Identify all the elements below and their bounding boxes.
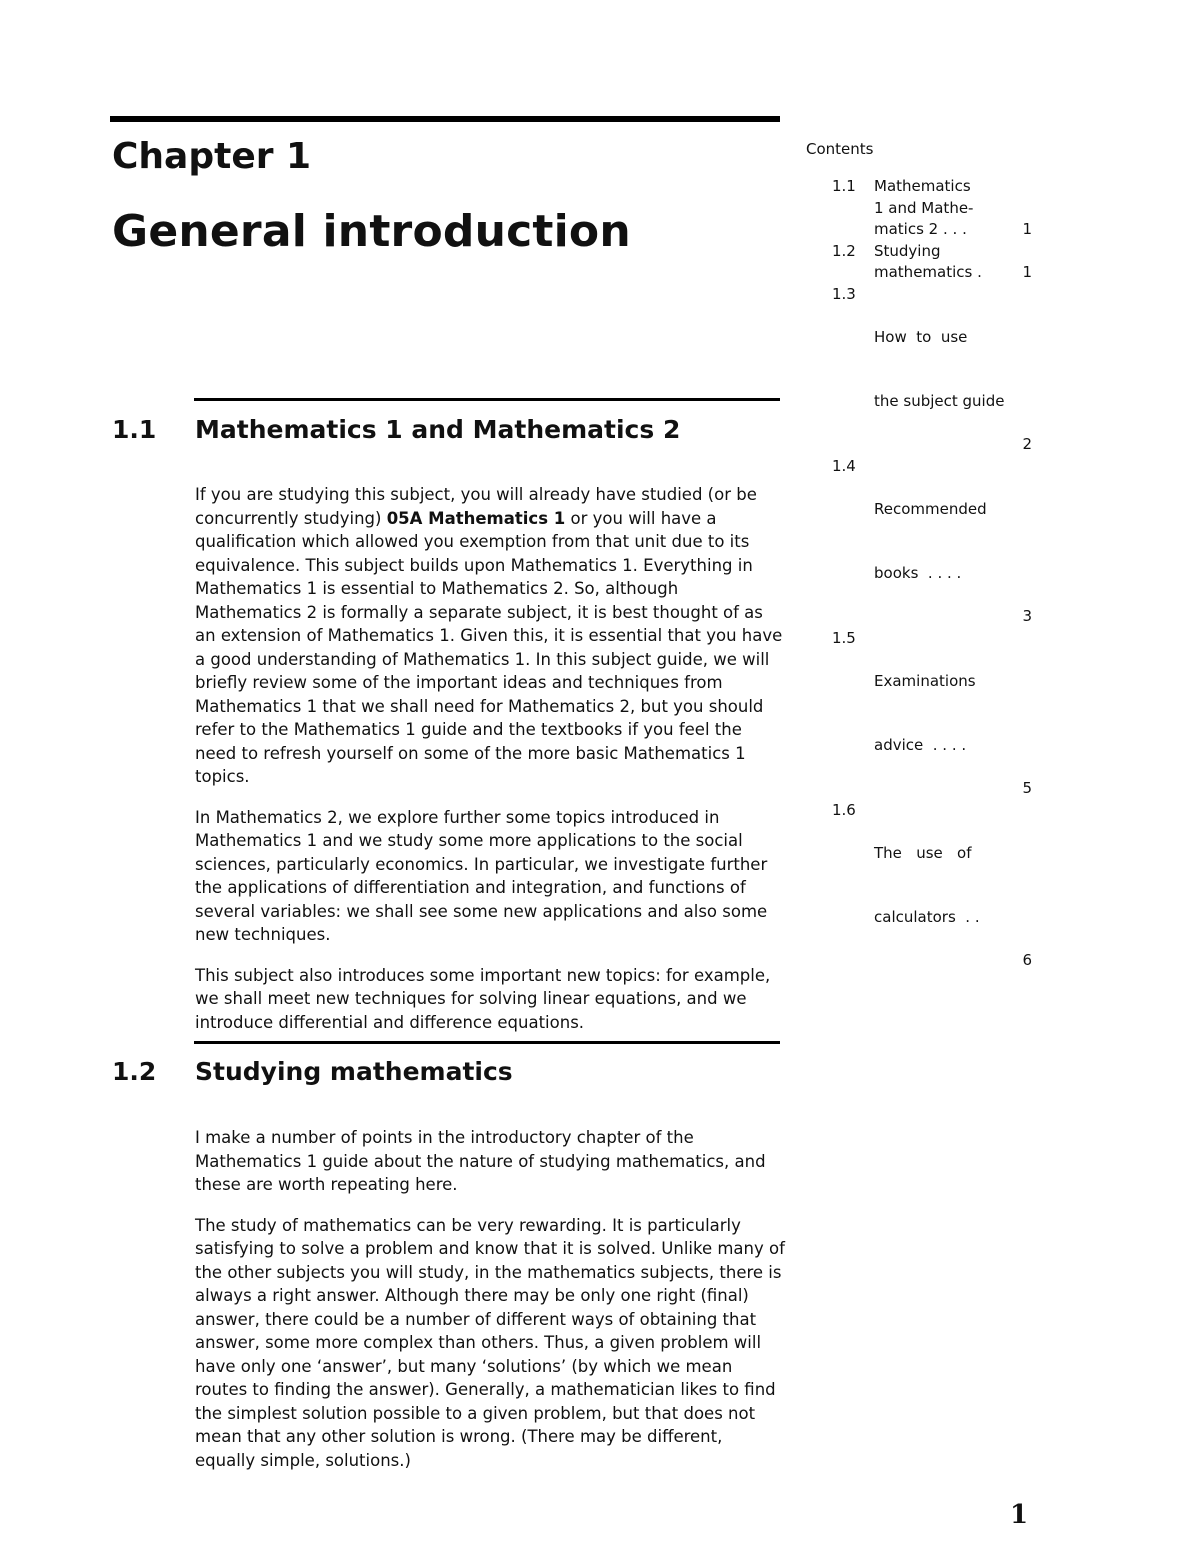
paragraph: This subject also introduces some important new topics: for example, we shall meet new techniques for solving linear equations, and we introduce differential and difference equations.: [195, 965, 771, 1032]
paragraph: The study of mathematics can be very rewarding. It is particularly satisfying to solve a problem and know that it is solved. Unlike many of the other subjects you will study, in the mathematics subjects, there is always a right answer. Although there may be only one right (final) answer, there could be a number of different ways of obtaining that answer, some more complex than others. Thus, a given problem will have only one ‘answer’, but many ‘solutions’ (by which we mean routes to finding the answer). Generally, a mathematician likes to find the simplest solution possible to a given problem, but that does not mean that any other solution is wrong. (There may be different, equally simple, solutions.): [195, 1215, 785, 1470]
section-1-1-body: [195, 483, 785, 1051]
toc-entry-title: The use of calculators . .: [874, 843, 980, 926]
page-number: 1: [1010, 1500, 1029, 1530]
toc-entry-1-6[interactable]: [832, 800, 1032, 972]
section-title: Mathematics 1 and Mathematics 2: [195, 415, 681, 444]
toc-entry-page: 2: [1022, 435, 1032, 453]
chapter-title: General introduction: [112, 206, 631, 257]
toc-entry-number: 1.5: [832, 628, 856, 647]
toc-entry-title: How to use the subject guide: [874, 327, 1005, 410]
toc-entry-1-1[interactable]: [832, 176, 1032, 241]
section-number: 1.2: [112, 1057, 157, 1086]
paragraph: I make a number of points in the introductory chapter of the Mathematics 1 guide about the nature of studying mathematics, and these are worth repeating here.: [195, 1128, 766, 1194]
toc-entry-number: 1.4: [832, 456, 856, 475]
toc-heading: Contents: [806, 140, 874, 158]
toc-entry-page: 3: [1022, 607, 1032, 625]
toc-entry-1-5[interactable]: [832, 628, 1032, 800]
toc-entry-number: 1.3: [832, 284, 856, 303]
section-rule: [194, 398, 780, 401]
chapter-top-rule: [110, 116, 780, 122]
section-title: Studying mathematics: [195, 1057, 513, 1086]
paragraph: If you are studying this subject, you will already have studied (or be concurrently studying) 05A Mathematics 1 or you will have a qualification which allowed you exemption from that unit due to its equivalence. This subject builds upon Mathematics 1. Everything in Mathematics 1 is essential to Mathematics 2. So, although Mathematics 2 is formally a separate subject, it is best thought of as an extension of Mathematics 1. Given this, it is essential that you have a good understanding of Mathematics 1. In this subject guide, we will briefly review some of the important ideas and techniques from Mathematics 1 that we shall need for Mathematics 2, but you should refer to the Mathematics 1 guide and the textbooks if you feel the need to refresh yourself on some of the more basic Mathematics 1 topics.: [195, 485, 783, 786]
toc-entry-number: 1.6: [832, 800, 856, 819]
toc-entry-title: Mathematics 1 and Mathe- matics 2 . . .: [874, 177, 974, 238]
table-of-contents: [832, 176, 1032, 972]
section-1-2-body: [195, 1126, 785, 1489]
toc-entry-page: 6: [1022, 951, 1032, 969]
toc-entry-1-2[interactable]: [832, 241, 1032, 284]
toc-entry-page: 1: [1022, 263, 1032, 281]
section-number: 1.1: [112, 415, 157, 444]
toc-entry-number: 1.2: [832, 241, 856, 260]
chapter-label: Chapter 1: [112, 136, 312, 177]
bold-course-name: 05A Mathematics 1: [386, 508, 566, 528]
toc-entry-page: 5: [1022, 779, 1032, 797]
toc-entry-title: Studying mathematics .: [874, 241, 982, 281]
toc-entry-1-4[interactable]: [832, 456, 1032, 628]
toc-entry-title: Examinations advice . . . .: [874, 671, 976, 754]
paragraph: In Mathematics 2, we explore further some topics introduced in Mathematics 1 and we study some more applications to the social sciences, particularly economics. In particular, we investigate further the applications of differentiation and integration, and functions of several variables: we shall see some new applications and also some new techniques.: [195, 807, 768, 944]
toc-entry-page: 1: [1022, 220, 1032, 238]
toc-entry-number: 1.1: [832, 177, 856, 195]
toc-entry-title: Recommended books . . . .: [874, 499, 987, 582]
section-rule: [194, 1041, 780, 1044]
toc-entry-1-3[interactable]: [832, 284, 1032, 456]
